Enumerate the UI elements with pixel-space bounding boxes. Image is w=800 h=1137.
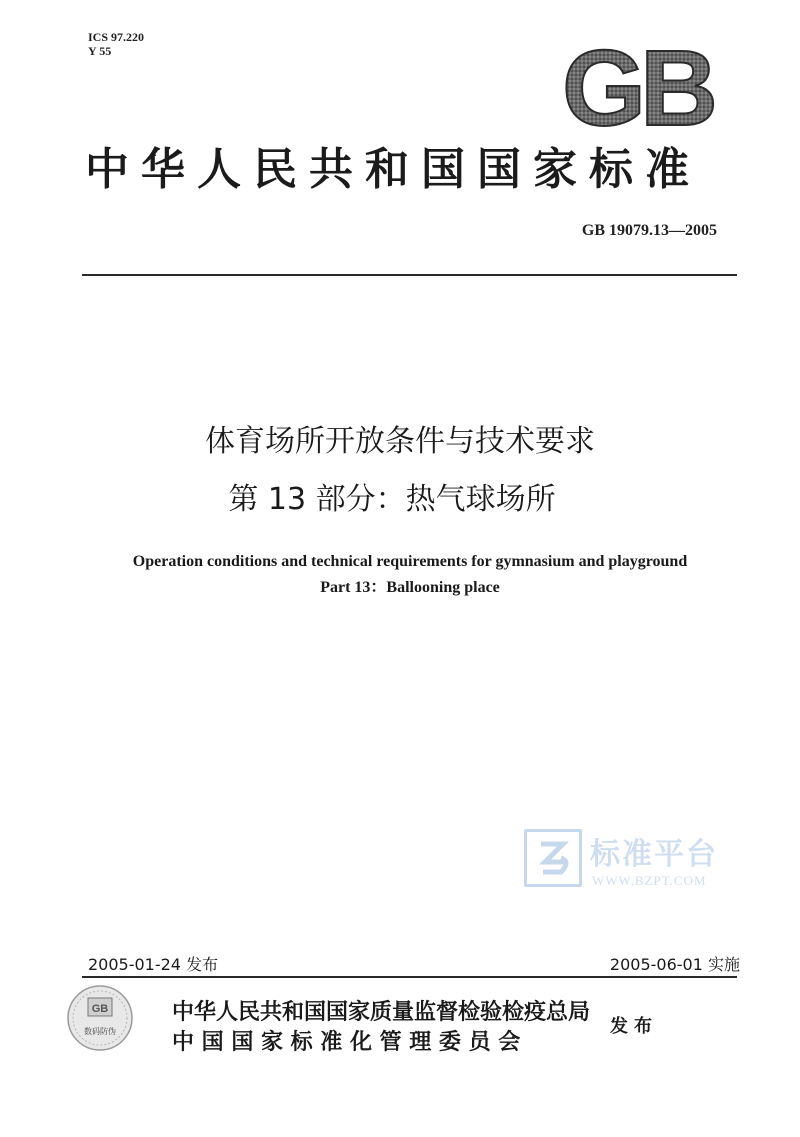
issuer-aqsiq: 中华人民共和国国家质量监督检验检疫总局	[172, 1000, 591, 1025]
gb-logo	[537, 40, 737, 135]
watermark	[524, 827, 734, 897]
svg-text:GB: GB	[91, 1003, 109, 1015]
top-rule	[82, 274, 737, 276]
implementation-date: 2005-06-01 实施	[609, 955, 740, 974]
standard-category-title: 中华人民共和国国家标准	[85, 144, 701, 195]
title-en-line1: Operation conditions and technical requirements for gymnasium and playground	[132, 553, 688, 570]
watermark-url: WWW.BZPT.COM	[592, 873, 707, 888]
title-en-line2: Part 13：Ballooning place	[320, 579, 500, 596]
title-cn-line1: 体育场所开放条件与技术要求	[205, 424, 595, 459]
issuer-sac: 中 国 国 家 标 准 化 管 理 委 员 会	[172, 1030, 521, 1055]
bottom-rule	[82, 976, 737, 978]
anti-counterfeit-seal-icon	[66, 984, 134, 1052]
standard-number: GB 19079.13—2005	[581, 222, 717, 239]
watermark-brand: 标准平台	[590, 837, 718, 872]
svg-text:GB: GB	[562, 40, 712, 135]
issue-date: 2005-01-24 发布	[88, 955, 219, 974]
title-cn-line2: 第 13 部分：热气球场所	[228, 482, 556, 517]
ics-code: ICS 97.220	[88, 30, 145, 44]
watermark-logo-icon	[524, 829, 582, 887]
ccs-code: Y 55	[88, 44, 112, 58]
svg-text:数码防伪: 数码防伪	[84, 1027, 116, 1036]
issue-label: 发布	[610, 1016, 658, 1037]
